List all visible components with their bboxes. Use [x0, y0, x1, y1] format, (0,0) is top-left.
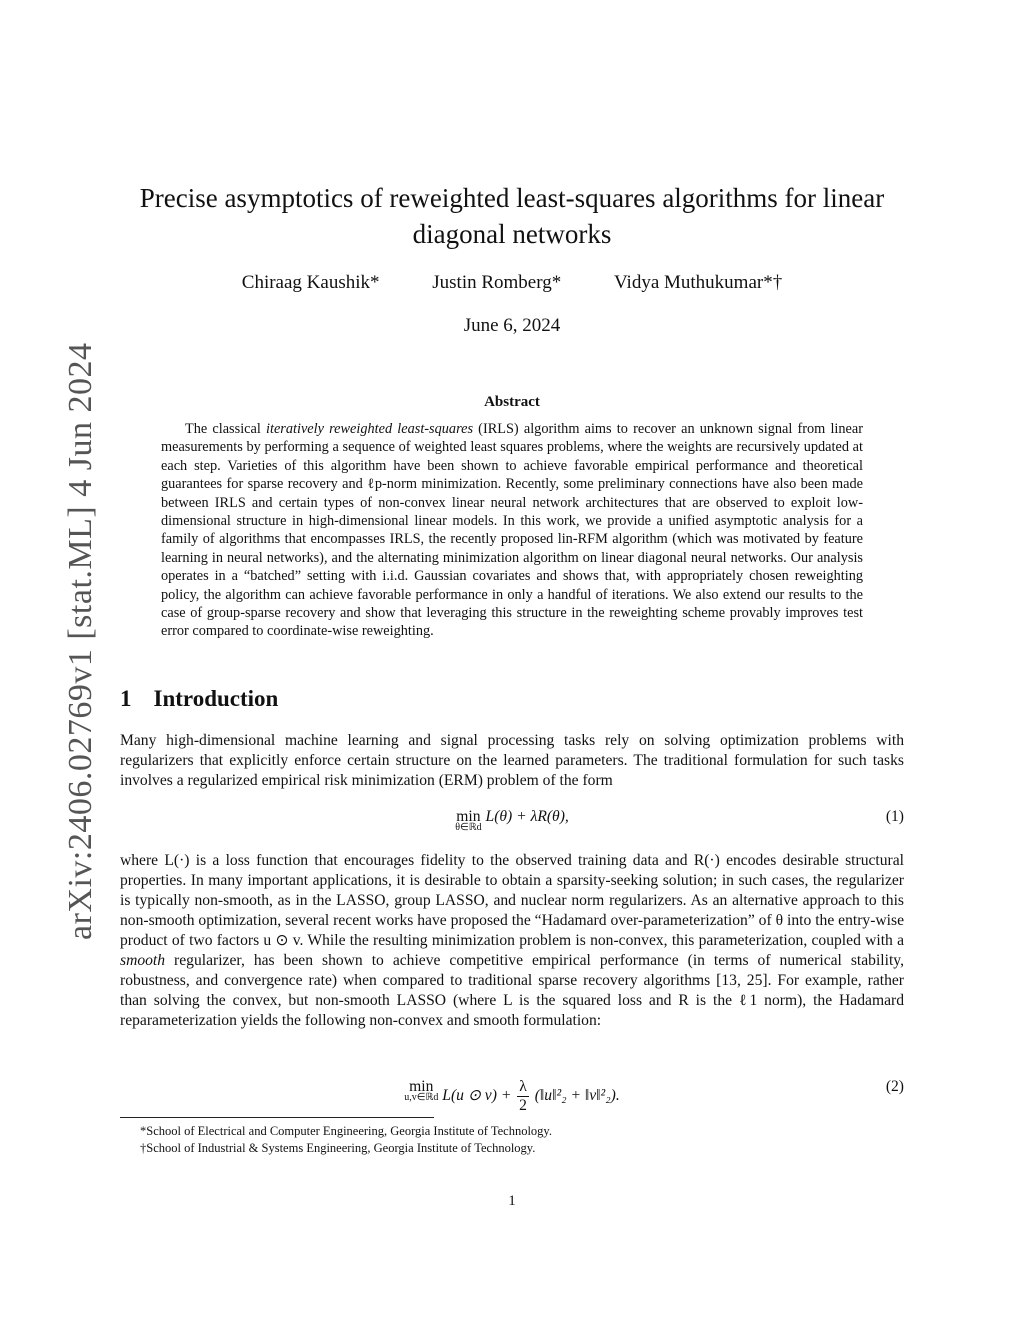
equation-expression: L(u ⊙ v) + [442, 1087, 512, 1105]
equation-2 [120, 1078, 904, 1118]
equation-expression: L(θ) + λR(θ), [485, 808, 569, 825]
paper-title: Precise asymptotics of reweighted least-squares algorithms for linear diagonal networks [139, 183, 885, 249]
min-operator: min θ∈ℝd [455, 808, 482, 833]
author-name: Justin Romberg* [432, 272, 562, 293]
abstract-body: The classical iteratively reweighted least-squares (IRLS) algorithm aims to recover an unknown signal from linear measurements by performing a sequence of weighted least squares problems, where the weights are recursively updated at each step. Varieties of this algorithm have been shown to achieve favorable empirical performance and theoretical guarantees for sparse recovery and ℓp-norm minimization. Recently, some preliminary connections have also been made between IRLS and certain types of non-convex linear neural network architectures that are observed to exploit low-dimensional structure in high-dimensional linear models. In this work, we provide a unified asymptotic analysis for a family of algorithms that encompasses IRLS, the recently proposed lin-RFM algorithm (which was motivated by feature learning in neural networks), and the alternating minimization algorithm on linear diagonal neural networks. Our analysis operates in a “batched” setting with i.i.d. Gaussian covariates and shows that, with appropriately chosen reweighting policy, the algorithm can achieve favorable performance in only a handful of iterations. We also extend our results to the case of group-sparse recovery and show that leveraging this structure in the reweighting scheme provably improves test error compared to coordinate-wise reweighting. [161, 421, 863, 640]
publication-date: June 6, 2024 [463, 315, 561, 336]
arxiv-identifier[interactable]: arXiv:2406.02769v1 [stat.ML] 4 Jun 2024 [62, 342, 99, 940]
footnote: †School of Industrial & Systems Engineering, Georgia Institute of Technology. [140, 1141, 536, 1155]
equation-number: (1) [885, 808, 904, 825]
section-number: 1 [120, 686, 132, 711]
abstract-heading: Abstract [484, 394, 540, 410]
section-title: Introduction [153, 686, 279, 711]
equation-expression: (‖u‖²₂ + ‖v‖²₂). [534, 1087, 620, 1105]
footnote-rule [120, 1117, 434, 1118]
footnote: *School of Electrical and Computer Engineering, Georgia Institute of Technology. [140, 1124, 552, 1138]
section-heading [120, 686, 278, 712]
body-paragraph: Many high-dimensional machine learning and signal processing tasks rely on solving optimization problems with regularizers that explicitly enforce certain structure on the learned parameters. The traditional formulation for such tasks involves a regularized empirical risk minimization (ERM) problem of the form [120, 732, 904, 789]
author-name: Vidya Muthukumar*† [613, 272, 783, 293]
body-paragraph: where L(·) is a loss function that encourages fidelity to the observed training data and R(·) encodes desirable structural properties. In many important applications, it is desirable to obtain a sparsity-seeking solution; in such cases, the regularizer is typically non-smooth, as in the LASSO, group LASSO, and nuclear norm regularizers. As an alternative approach to this non-smooth optimization, several recent works have proposed the “Hadamard over-parameterization” of θ into the entry-wise product of two factors u ⊙ v. While the resulting minimization problem is non-convex, this parameterization, coupled with a smooth regularizer, has been shown to achieve competitive empirical performance (in terms of numerical stability, robustness, and convergence rate) when compared to traditional sparse recovery algorithms [13, 25]. For example, rather than solving the convex, but non-smooth LASSO (where L is the squared loss and R is the ℓ1 norm), the Hadamard reparameterization yields the following non-convex and smooth formulation: [120, 852, 904, 1029]
min-operator: min u,v∈ℝd [404, 1078, 439, 1103]
author-name: Chiraag Kaushik* [241, 272, 380, 293]
author-list [120, 272, 904, 294]
equation-number: (2) [885, 1078, 904, 1095]
page-number: 1 [508, 1193, 516, 1209]
lambda-fraction: $\frac{\lambda}{2}$ [519, 1078, 527, 1114]
equation-1 [120, 808, 904, 848]
